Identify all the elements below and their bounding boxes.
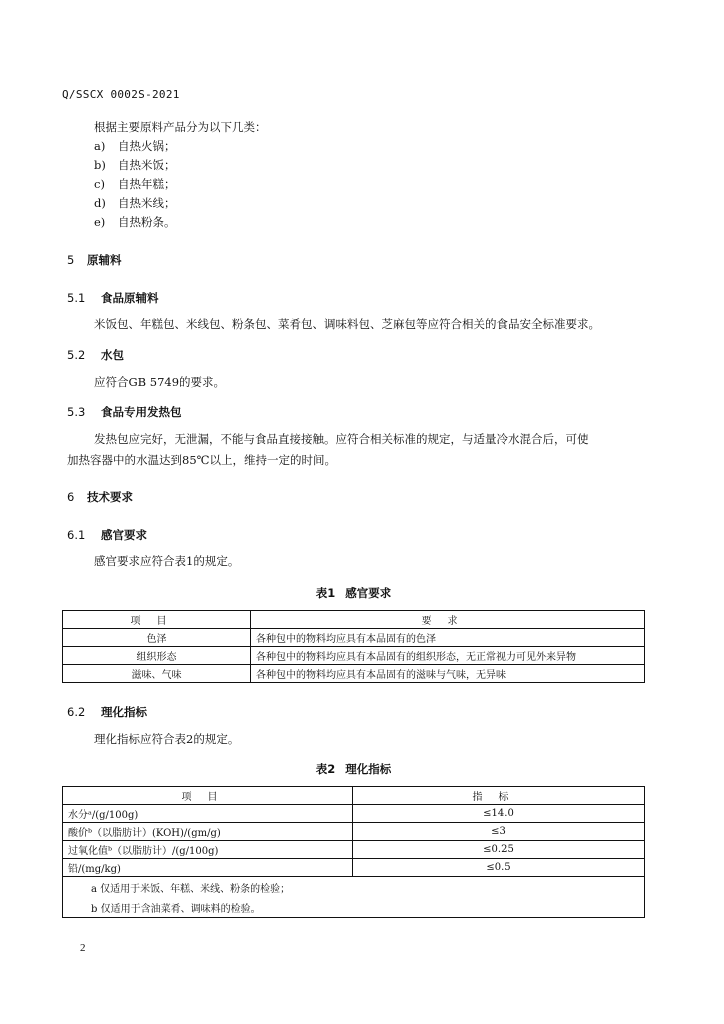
table-row: 组织形态 各种包中的物料均应具有本品固有的组织形态，无正常视力可见外来异物 [63,647,645,665]
subsection-heading: 5.1 食品原辅料 [67,291,159,305]
list-item: c) 自热年糕； [94,177,176,191]
table-row: 水分ᵃ/(g/100g) ≤14.0 [63,805,645,823]
section-heading: 6 技术要求 [67,490,133,504]
sensory-table [62,610,645,683]
intro-text: 根据主要原料产品分为以下几类： [94,120,267,134]
table-row: 酸价ᵇ（以脂肪计）(KOH)/(gm/g) ≤3 [63,823,645,841]
table-caption: 表1 感官要求 [315,586,392,600]
table-header-row: 项目 要求 [63,611,645,629]
table-note: a 仅适用于米饭、年糕、米线、粉条的检验； [63,877,645,898]
paragraph: 米饭包、年糕包、米线包、粉条包、菜肴包、调味料包、芝麻包等应符合相关的食品安全标准要求。 [94,317,600,331]
table-note-row [63,897,645,918]
section-heading: 5 原辅料 [67,253,122,267]
table-header-row: 项目 指标 [63,787,645,805]
subsection-heading: 5.2 水包 [67,348,124,362]
paragraph: 发热包应完好，无泄漏，不能与食品直接接触。应符合相关标准的规定，与适量冷水混合后，可使 [94,432,589,446]
table-row: 色泽 各种包中的物料均应具有本品固有的色泽 [63,629,645,647]
table-row: 滋味、气味 各种包中的物料均应具有本品固有的滋味与气味，无异味 [63,665,645,683]
list-item: d) 自热米线； [94,196,176,210]
table-row: 铅/(mg/kg) ≤0.5 [63,859,645,877]
paragraph: 加热容器中的水温达到85℃以上，维持一定的时间。 [67,453,336,467]
list-item: b) 自热米饭； [94,158,176,172]
physicochemical-table [62,786,645,918]
table-caption: 表2 理化指标 [315,762,392,776]
subsection-heading: 6.1 感官要求 [67,528,147,542]
list-item: a) 自热火锅； [94,139,176,153]
paragraph: 感官要求应符合表1的规定。 [94,554,240,568]
table-note: b 仅适用于含油菜肴、调味料的检验。 [63,897,645,918]
table-note-row [63,877,645,898]
table-row: 过氧化值ᵇ（以脂肪计）/(g/100g) ≤0.25 [63,841,645,859]
subsection-heading: 6.2 理化指标 [67,705,147,719]
page-number: 2 [80,942,86,954]
subsection-heading: 5.3 食品专用发热包 [67,405,182,419]
list-item: e) 自热粉条。 [94,215,176,229]
paragraph: 理化指标应符合表2的规定。 [94,732,240,746]
paragraph: 应符合GB 5749的要求。 [94,375,226,389]
document-code: Q/SSCX 0002S-2021 [62,88,180,101]
